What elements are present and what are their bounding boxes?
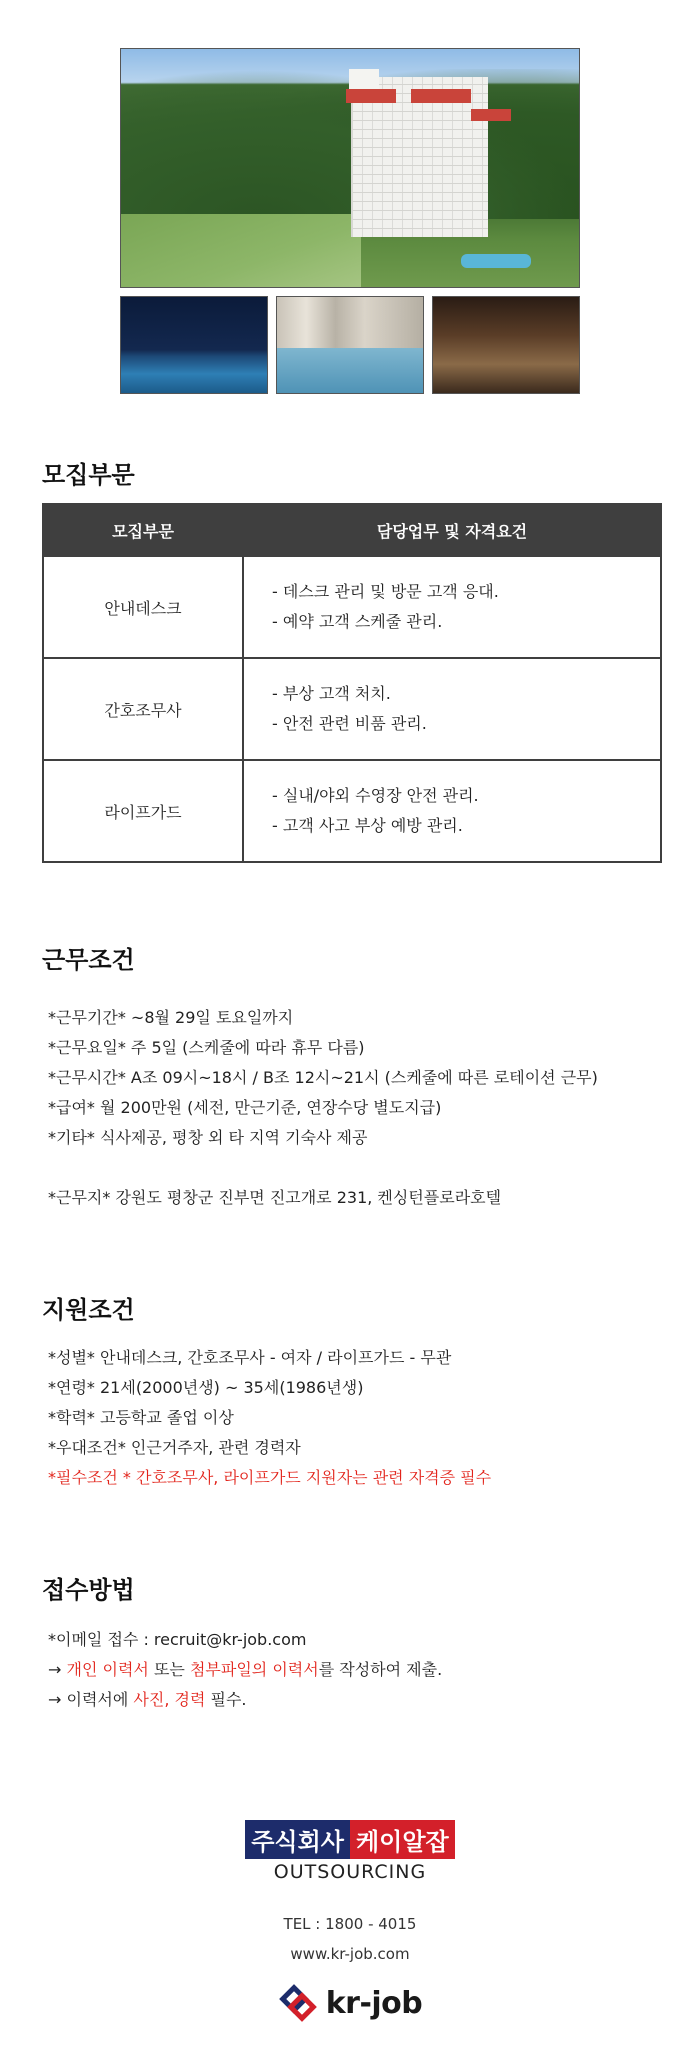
duties-cell xyxy=(243,658,661,760)
kr-job-wordmark: kr-job xyxy=(325,1985,423,2021)
duties-cell xyxy=(243,556,661,658)
kr-job-logo xyxy=(278,1983,423,2023)
outsourcing-label: OUTSOURCING xyxy=(273,1861,427,1883)
other-benefits: *기타* 식사제공, 평창 외 타 지역 기숙사 제공 xyxy=(48,1128,368,1147)
method-section-title: 접수방법 xyxy=(42,1576,135,1604)
position-cell: 안내데스크 xyxy=(43,556,243,658)
footer xyxy=(0,1820,700,2027)
photo-career-text: 사진, 경력 xyxy=(133,1690,206,1709)
hotel-photos xyxy=(120,48,580,394)
personal-resume-text: 개인 이력서 xyxy=(66,1660,149,1679)
table-row xyxy=(43,658,661,760)
duty-line: - 실내/야외 수영장 안전 관리. xyxy=(272,786,479,805)
gender-condition: *성별* 안내데스크, 간호조무사 - 여자 / 라이프가드 - 무관 xyxy=(48,1348,452,1367)
duty-line: - 안전 관련 비품 관리. xyxy=(272,714,427,733)
education-condition: *학력* 고등학교 졸업 이상 xyxy=(48,1408,234,1427)
method-list xyxy=(48,1625,442,1715)
contact-info xyxy=(0,1909,700,1969)
apply-section-title: 지원조건 xyxy=(42,1296,135,1324)
duties-cell xyxy=(243,760,661,862)
table-header-position: 모집부문 xyxy=(43,504,243,556)
position-cell: 간호조무사 xyxy=(43,658,243,760)
logo-part-name: 케이알잡 xyxy=(350,1820,455,1859)
table-row xyxy=(43,760,661,862)
hotel-main-photo xyxy=(120,48,580,288)
work-period: *근무기간* ~8월 29일 토요일까지 xyxy=(48,1008,294,1027)
logo-part-company: 주식회사 xyxy=(245,1820,350,1859)
work-days: *근무요일* 주 5일 (스케줄에 따라 휴무 다름) xyxy=(48,1038,365,1057)
email-line: *이메일 접수 : recruit@kr-job.com xyxy=(48,1630,307,1649)
duty-line: - 예약 고객 스케줄 관리. xyxy=(272,612,443,631)
indoor-pool-photo xyxy=(276,296,424,394)
telephone: TEL : 1800 - 4015 xyxy=(283,1915,417,1933)
resume-line: → 개인 이력서 또는 첨부파일의 이력서를 작성하여 제출. xyxy=(48,1660,443,1679)
buffet-photo xyxy=(432,296,580,394)
company-logo xyxy=(245,1820,455,1859)
kr-job-mark-icon xyxy=(278,1983,318,2023)
recruit-section-title: 모집부문 xyxy=(42,461,135,489)
website-link[interactable]: www.kr-job.com xyxy=(290,1945,410,1963)
apply-conditions-list xyxy=(48,1343,491,1493)
age-condition: *연령* 21세(2000년생) ~ 35세(1986년생) xyxy=(48,1378,364,1397)
duty-line: - 부상 고객 처치. xyxy=(272,684,391,703)
work-hours: *근무시간* A조 09시~18시 / B조 12시~21시 (스케줄에 따른 로테이션 근무) xyxy=(48,1068,598,1087)
duty-line: - 데스크 관리 및 방문 고객 응대. xyxy=(272,582,499,601)
recruit-table xyxy=(42,503,662,863)
duty-line: - 고객 사고 부상 예방 관리. xyxy=(272,816,463,835)
table-header-duties: 담당업무 및 자격요건 xyxy=(243,504,661,556)
attached-resume-text: 첨부파일의 이력서 xyxy=(189,1660,319,1679)
required-condition: *필수조건 * 간호조무사, 라이프가드 지원자는 관련 자격증 필수 xyxy=(48,1468,492,1487)
work-section-title: 근무조건 xyxy=(42,946,135,974)
photo-career-line: → 이력서에 사진, 경력 필수. xyxy=(48,1690,247,1709)
position-cell: 라이프가드 xyxy=(43,760,243,862)
preferred-condition: *우대조건* 인근거주자, 관련 경력자 xyxy=(48,1438,301,1457)
salary: *급여* 월 200만원 (세전, 만근기준, 연장수당 별도지급) xyxy=(48,1098,442,1117)
table-row xyxy=(43,556,661,658)
work-conditions-list xyxy=(48,1003,598,1213)
night-pool-photo xyxy=(120,296,268,394)
work-location: *근무지* 강원도 평창군 진부면 진고개로 231, 켄싱턴플로라호텔 xyxy=(48,1188,502,1207)
